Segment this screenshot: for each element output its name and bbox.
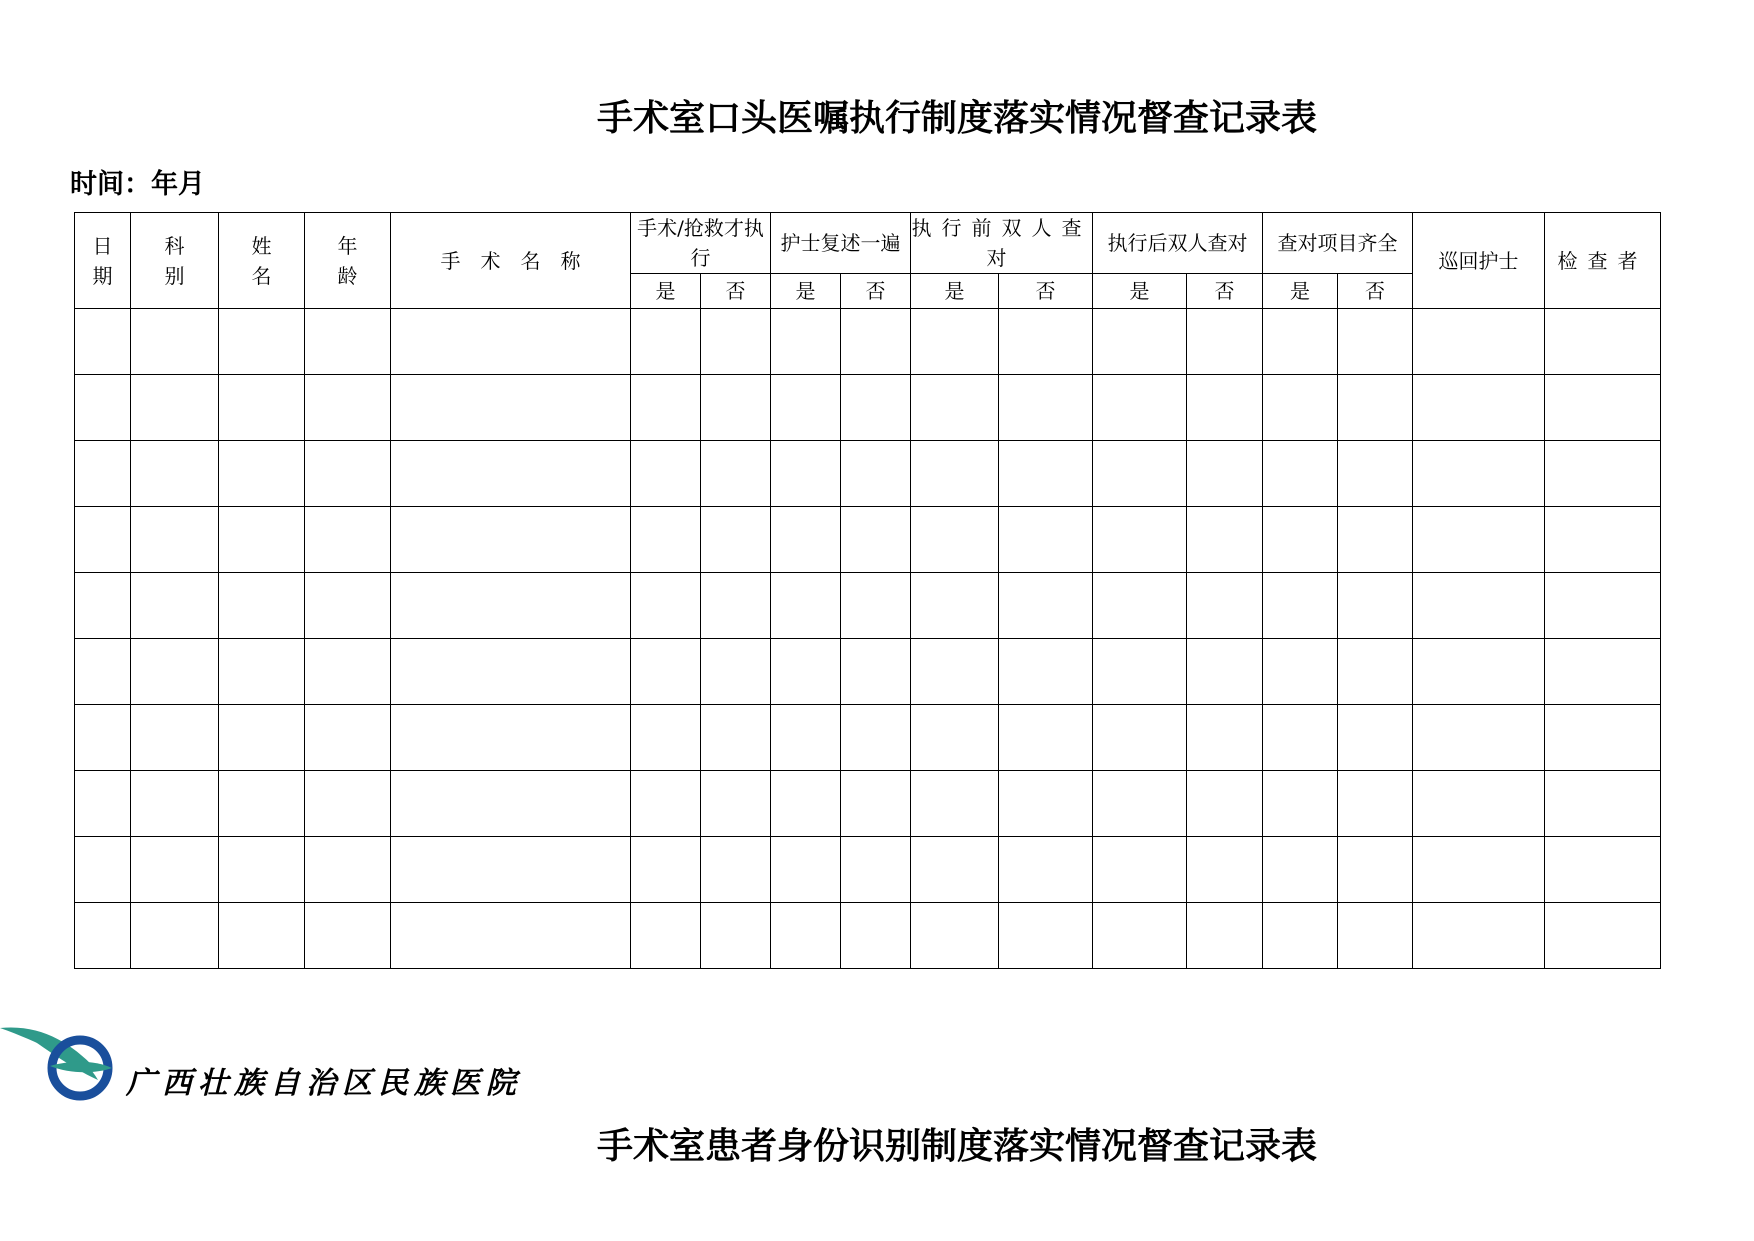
empty-cell[interactable] — [1338, 309, 1413, 375]
empty-cell[interactable] — [1263, 309, 1338, 375]
empty-cell[interactable] — [1545, 771, 1661, 837]
empty-cell[interactable] — [391, 309, 631, 375]
page-title: 手术室口头医嘱执行制度落实情况督查记录表 — [596, 97, 1317, 139]
empty-cell[interactable] — [701, 309, 771, 375]
header-row-top — [75, 213, 1661, 274]
empty-cell[interactable] — [1413, 705, 1545, 771]
empty-cell[interactable] — [391, 771, 631, 837]
empty-cell[interactable] — [771, 573, 841, 639]
empty-cell[interactable] — [391, 837, 631, 903]
table-row — [75, 771, 1661, 837]
empty-cell[interactable] — [771, 639, 841, 705]
empty-cell[interactable] — [131, 903, 219, 969]
empty-cell[interactable] — [999, 573, 1093, 639]
empty-cell[interactable] — [1413, 837, 1545, 903]
empty-cell[interactable] — [999, 705, 1093, 771]
empty-cell[interactable] — [75, 309, 131, 375]
empty-cell[interactable] — [131, 771, 219, 837]
empty-cell[interactable] — [999, 639, 1093, 705]
table-row — [75, 573, 1661, 639]
empty-cell[interactable] — [131, 441, 219, 507]
empty-cell[interactable] — [1187, 771, 1263, 837]
empty-cell[interactable] — [1263, 639, 1338, 705]
empty-cell[interactable] — [701, 573, 771, 639]
table-row — [75, 903, 1661, 969]
empty-cell[interactable] — [631, 705, 701, 771]
table-row — [75, 705, 1661, 771]
empty-cell[interactable] — [911, 375, 999, 441]
no-cell: 否 — [1338, 274, 1413, 309]
empty-cell[interactable] — [1413, 771, 1545, 837]
header-name: 姓 名 — [219, 213, 305, 309]
empty-cell[interactable] — [1338, 903, 1413, 969]
empty-cell[interactable] — [75, 639, 131, 705]
empty-cell[interactable] — [911, 441, 999, 507]
empty-cell[interactable] — [631, 309, 701, 375]
empty-cell[interactable] — [841, 705, 911, 771]
empty-cell[interactable] — [305, 705, 391, 771]
yes-cell: 是 — [1093, 274, 1187, 309]
empty-cell[interactable] — [305, 573, 391, 639]
empty-cell[interactable] — [911, 903, 999, 969]
empty-cell[interactable] — [701, 771, 771, 837]
empty-cell[interactable] — [1413, 903, 1545, 969]
empty-cell[interactable] — [1093, 507, 1187, 573]
no-cell: 否 — [841, 274, 911, 309]
empty-cell[interactable] — [631, 375, 701, 441]
empty-cell[interactable] — [1093, 573, 1187, 639]
empty-cell[interactable] — [219, 771, 305, 837]
empty-cell[interactable] — [1545, 309, 1661, 375]
header-dept: 科 别 — [131, 213, 219, 309]
empty-cell[interactable] — [911, 639, 999, 705]
empty-cell[interactable] — [131, 705, 219, 771]
empty-cell[interactable] — [771, 507, 841, 573]
empty-cell[interactable] — [701, 705, 771, 771]
empty-cell[interactable] — [911, 573, 999, 639]
empty-cell[interactable] — [1187, 507, 1263, 573]
empty-cell[interactable] — [131, 375, 219, 441]
empty-cell[interactable] — [1093, 837, 1187, 903]
empty-cell[interactable] — [1338, 375, 1413, 441]
empty-cell[interactable] — [701, 441, 771, 507]
empty-cell[interactable] — [391, 573, 631, 639]
empty-cell[interactable] — [391, 639, 631, 705]
empty-cell[interactable] — [841, 639, 911, 705]
empty-cell[interactable] — [219, 441, 305, 507]
empty-cell[interactable] — [1545, 837, 1661, 903]
empty-cell[interactable] — [999, 837, 1093, 903]
empty-cell[interactable] — [999, 441, 1093, 507]
empty-cell[interactable] — [1093, 441, 1187, 507]
empty-cell[interactable] — [1413, 309, 1545, 375]
empty-cell[interactable] — [1187, 573, 1263, 639]
empty-cell[interactable] — [1093, 705, 1187, 771]
table-row — [75, 507, 1661, 573]
empty-cell[interactable] — [1545, 507, 1661, 573]
empty-cell[interactable] — [841, 903, 911, 969]
empty-cell[interactable] — [391, 441, 631, 507]
empty-cell[interactable] — [1187, 375, 1263, 441]
empty-cell[interactable] — [631, 837, 701, 903]
empty-cell[interactable] — [305, 507, 391, 573]
time-label: 时间：年月 — [70, 169, 205, 200]
empty-cell[interactable] — [841, 573, 911, 639]
empty-cell[interactable] — [1263, 573, 1338, 639]
header-age: 年 龄 — [305, 213, 391, 309]
empty-cell[interactable] — [219, 705, 305, 771]
empty-cell[interactable] — [1093, 903, 1187, 969]
empty-cell[interactable] — [999, 507, 1093, 573]
header-inspector: 检查者 — [1545, 213, 1661, 309]
hospital-name: 广西壮族自治区民族医院 — [126, 1066, 522, 1101]
empty-cell[interactable] — [841, 507, 911, 573]
empty-cell[interactable] — [771, 441, 841, 507]
empty-cell[interactable] — [631, 771, 701, 837]
empty-cell[interactable] — [219, 903, 305, 969]
empty-cell[interactable] — [911, 507, 999, 573]
header-date: 日 期 — [75, 213, 131, 309]
table-row — [75, 375, 1661, 441]
empty-cell[interactable] — [1413, 375, 1545, 441]
empty-cell[interactable] — [391, 903, 631, 969]
empty-cell[interactable] — [75, 573, 131, 639]
header-before-check: 执行前双人查对 — [911, 213, 1093, 274]
empty-cell[interactable] — [1187, 837, 1263, 903]
empty-cell[interactable] — [911, 837, 999, 903]
empty-cell[interactable] — [631, 507, 701, 573]
empty-cell[interactable] — [1093, 639, 1187, 705]
empty-cell[interactable] — [701, 639, 771, 705]
no-cell: 否 — [701, 274, 771, 309]
empty-cell[interactable] — [1263, 441, 1338, 507]
empty-cell[interactable] — [771, 705, 841, 771]
empty-cell[interactable] — [131, 837, 219, 903]
header-after-check: 执行后双人查对 — [1093, 213, 1263, 274]
empty-cell[interactable] — [75, 375, 131, 441]
empty-cell[interactable] — [1338, 705, 1413, 771]
table-row — [75, 837, 1661, 903]
empty-cell[interactable] — [999, 903, 1093, 969]
empty-cell[interactable] — [771, 309, 841, 375]
empty-cell[interactable] — [1187, 309, 1263, 375]
empty-cell[interactable] — [1545, 375, 1661, 441]
no-cell: 否 — [1187, 274, 1263, 309]
empty-cell[interactable] — [1545, 903, 1661, 969]
empty-cell[interactable] — [911, 705, 999, 771]
empty-cell[interactable] — [131, 507, 219, 573]
empty-cell[interactable] — [631, 639, 701, 705]
empty-cell[interactable] — [1263, 771, 1338, 837]
empty-cell[interactable] — [841, 375, 911, 441]
empty-cell[interactable] — [75, 507, 131, 573]
table-row — [75, 441, 1661, 507]
empty-cell[interactable] — [305, 639, 391, 705]
empty-cell[interactable] — [75, 771, 131, 837]
empty-cell[interactable] — [1338, 639, 1413, 705]
empty-cell[interactable] — [219, 837, 305, 903]
empty-cell[interactable] — [391, 375, 631, 441]
yes-cell: 是 — [771, 274, 841, 309]
empty-cell[interactable] — [1187, 639, 1263, 705]
empty-cell[interactable] — [701, 507, 771, 573]
empty-cell[interactable] — [305, 441, 391, 507]
header-repeat: 护士复述一遍 — [771, 213, 911, 274]
empty-cell[interactable] — [841, 309, 911, 375]
empty-cell[interactable] — [305, 309, 391, 375]
no-cell: 否 — [999, 274, 1093, 309]
empty-cell[interactable] — [219, 309, 305, 375]
header-exec: 手术/抢救才执行 — [631, 213, 771, 274]
empty-cell[interactable] — [131, 309, 219, 375]
empty-cell[interactable] — [999, 309, 1093, 375]
empty-cell[interactable] — [999, 771, 1093, 837]
empty-cell[interactable] — [391, 705, 631, 771]
empty-cell[interactable] — [841, 837, 911, 903]
empty-cell[interactable] — [771, 771, 841, 837]
empty-cell[interactable] — [1187, 903, 1263, 969]
empty-cell[interactable] — [1413, 507, 1545, 573]
second-table-title: 手术室患者身份识别制度落实情况督查记录表 — [596, 1125, 1317, 1167]
empty-cell[interactable] — [1093, 771, 1187, 837]
empty-cell[interactable] — [1338, 837, 1413, 903]
empty-cell[interactable] — [701, 375, 771, 441]
empty-cell[interactable] — [1093, 375, 1187, 441]
empty-cell[interactable] — [1263, 903, 1338, 969]
yes-cell: 是 — [631, 274, 701, 309]
empty-cell[interactable] — [391, 507, 631, 573]
header-complete: 查对项目齐全 — [1263, 213, 1413, 274]
empty-cell[interactable] — [1263, 507, 1338, 573]
empty-cell[interactable] — [771, 375, 841, 441]
empty-cell[interactable] — [305, 837, 391, 903]
empty-cell[interactable] — [1413, 573, 1545, 639]
empty-cell[interactable] — [1338, 771, 1413, 837]
empty-cell[interactable] — [1338, 507, 1413, 573]
empty-cell[interactable] — [631, 441, 701, 507]
empty-cell[interactable] — [911, 309, 999, 375]
empty-cell[interactable] — [131, 573, 219, 639]
empty-cell[interactable] — [219, 639, 305, 705]
empty-cell[interactable] — [75, 903, 131, 969]
empty-cell[interactable] — [631, 573, 701, 639]
empty-cell[interactable] — [1545, 573, 1661, 639]
table-row — [75, 639, 1661, 705]
empty-cell[interactable] — [1545, 441, 1661, 507]
empty-cell[interactable] — [1093, 309, 1187, 375]
empty-cell[interactable] — [1413, 639, 1545, 705]
empty-cell[interactable] — [771, 903, 841, 969]
record-table — [74, 212, 1661, 969]
empty-cell[interactable] — [631, 903, 701, 969]
empty-cell[interactable] — [219, 375, 305, 441]
empty-cell[interactable] — [1187, 705, 1263, 771]
empty-cell[interactable] — [1338, 441, 1413, 507]
empty-cell[interactable] — [701, 837, 771, 903]
empty-cell[interactable] — [911, 771, 999, 837]
empty-cell[interactable] — [75, 441, 131, 507]
empty-cell[interactable] — [1338, 573, 1413, 639]
empty-cell[interactable] — [305, 903, 391, 969]
yes-cell: 是 — [1263, 274, 1338, 309]
header-operation-name: 手 术 名 称 — [391, 213, 631, 309]
empty-cell[interactable] — [305, 771, 391, 837]
empty-cell[interactable] — [1263, 705, 1338, 771]
table-row — [75, 309, 1661, 375]
empty-cell[interactable] — [1545, 705, 1661, 771]
empty-cell[interactable] — [305, 375, 391, 441]
empty-cell[interactable] — [219, 507, 305, 573]
empty-cell[interactable] — [841, 441, 911, 507]
empty-cell[interactable] — [771, 837, 841, 903]
empty-cell[interactable] — [999, 375, 1093, 441]
empty-cell[interactable] — [1545, 639, 1661, 705]
empty-cell[interactable] — [1263, 837, 1338, 903]
empty-cell[interactable] — [75, 705, 131, 771]
empty-cell[interactable] — [701, 903, 771, 969]
empty-cell[interactable] — [841, 771, 911, 837]
empty-cell[interactable] — [1187, 441, 1263, 507]
empty-cell[interactable] — [219, 573, 305, 639]
empty-cell[interactable] — [1413, 441, 1545, 507]
empty-cell[interactable] — [1263, 375, 1338, 441]
empty-cell[interactable] — [131, 639, 219, 705]
header-circulating-nurse: 巡回护士 — [1413, 213, 1545, 309]
yes-cell: 是 — [911, 274, 999, 309]
empty-cell[interactable] — [75, 837, 131, 903]
